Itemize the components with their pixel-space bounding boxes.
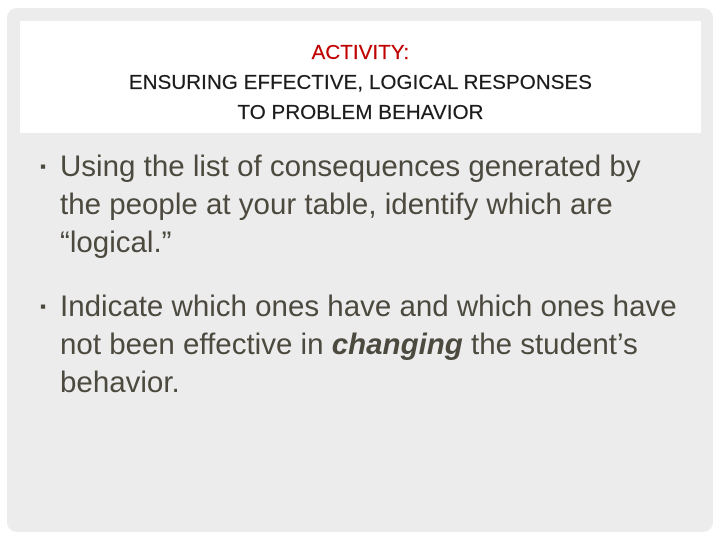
title-line-problem-behavior: TO PROBLEM BEHAVIOR bbox=[237, 101, 484, 124]
bullet-text-end: the student’s behavior. bbox=[60, 328, 638, 399]
bullet-text-start: Indicate which ones have and which ones have not been effective in bbox=[60, 290, 677, 361]
title-box bbox=[20, 21, 701, 133]
bullet-text: Using the list of consequences generated by the people at your table, identify which are “logical.” bbox=[60, 150, 641, 259]
bullet-item-consequences bbox=[40, 148, 680, 262]
bullet-emphasis: changing bbox=[331, 328, 463, 361]
bullet-list bbox=[40, 148, 680, 428]
bullet-item-effectiveness bbox=[40, 288, 680, 402]
slide bbox=[7, 8, 713, 532]
square-bullet-icon: ▪ bbox=[40, 297, 47, 316]
square-bullet-icon: ▪ bbox=[40, 157, 47, 176]
title-line-activity: ACTIVITY: bbox=[311, 41, 410, 64]
title-line-ensuring: ENSURING EFFECTIVE, LOGICAL RESPONSES bbox=[128, 71, 593, 94]
